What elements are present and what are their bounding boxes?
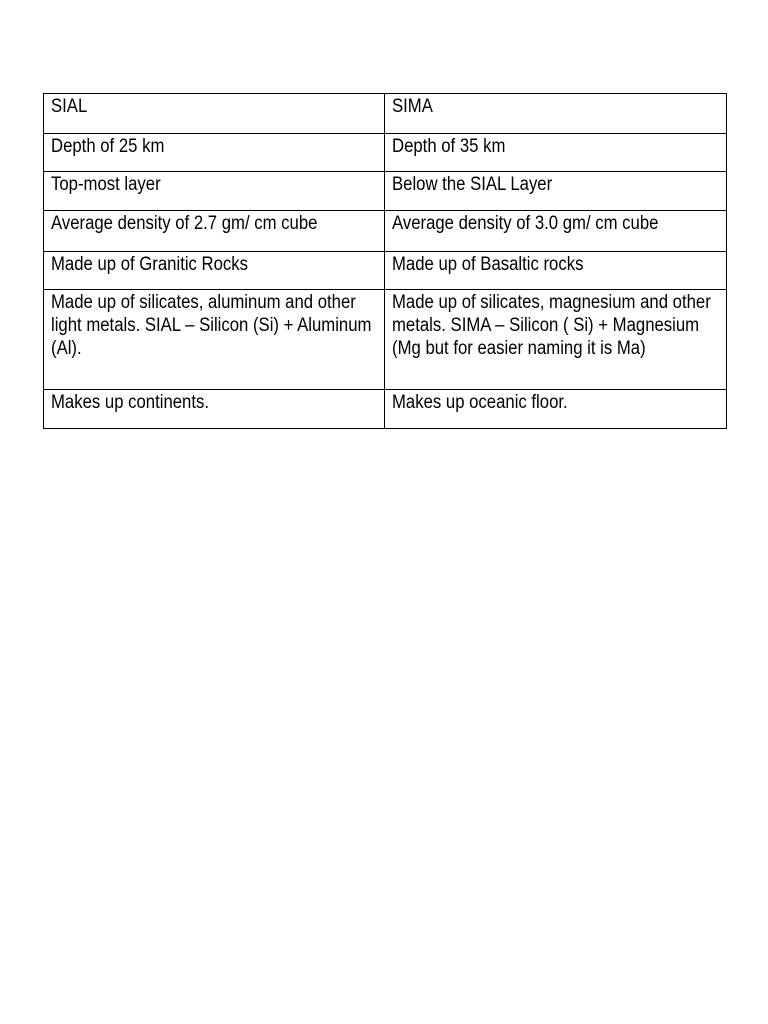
table-cell: Made up of Granitic Rocks [44,252,385,290]
table-cell: Average density of 3.0 gm/ cm cube [385,211,727,252]
table-cell: Makes up oceanic floor. [385,390,727,429]
table-row [44,94,727,134]
table-cell-sial-header: SIAL [44,94,385,134]
table-cell: Depth of 35 km [385,134,727,172]
comparison-table [43,93,727,429]
table-cell: Made up of silicates, aluminum and other light metals. SIAL – Silicon (Si) + Aluminum (Al). [44,290,385,390]
table-row [44,134,727,172]
table-cell: Made up of silicates, magnesium and other metals. SIMA – Silicon ( Si) + Magnesium (Mg but for easier naming it is Ma) [385,290,727,390]
table-cell: Made up of Basaltic rocks [385,252,727,290]
table-cell: Below the SIAL Layer [385,172,727,211]
table-row [44,252,727,290]
table-cell-sima-header: SIMA [385,94,727,134]
table-cell: Makes up continents. [44,390,385,429]
table-row [44,390,727,429]
table-row [44,211,727,252]
table-cell: Top-most layer [44,172,385,211]
table-row [44,290,727,390]
table-cell: Average density of 2.7 gm/ cm cube [44,211,385,252]
table-cell: Depth of 25 km [44,134,385,172]
table-row [44,172,727,211]
